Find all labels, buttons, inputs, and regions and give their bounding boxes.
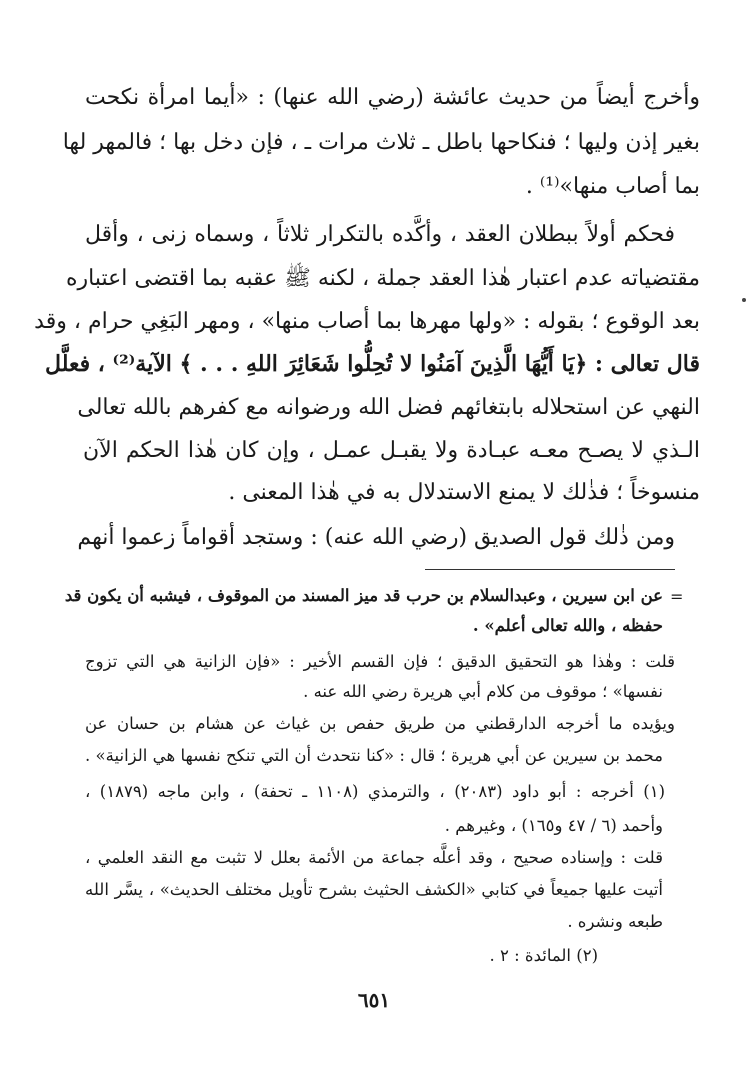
footnote-line-7: (١) أخرجه : أبو داود (٢٠٨٣) ، والترمذي (١١٠٨ ـ تحفة) ، وابن ماجه (١٨٧٩) ، bbox=[85, 782, 666, 801]
footnote-line-11: طبعه ونشره . bbox=[567, 912, 663, 931]
body-line-1: وأخرج أيضاً من حديث عائشة (رضي الله عنها) : «أيما امرأة نكحت bbox=[85, 85, 700, 110]
footnote-line-5: ويؤيده ما أخرجه الدارقطني من طريق حفص بن غياث عن هشام بن حسان عن bbox=[85, 714, 675, 733]
footnote-line-1: عن ابن سيرين ، وعبدالسلام بن حرب قد ميز المسند من الموقوف ، فيشبه أن يكون قد bbox=[64, 586, 663, 605]
footnote-separator bbox=[425, 569, 675, 570]
footnote-line-9: قلت : وإسناده صحيح ، وقد أعلَّه جماعة من الأئمة بعلل لا تثبت مع النقد العلمي ، bbox=[85, 848, 663, 867]
body-line-11: ومن ذٰلك قول الصديق (رضي الله عنه) : وستجد أقواماً زعموا أنهم bbox=[77, 525, 675, 550]
footnote-line-2: حفظه ، والله تعالى أعلم» . bbox=[472, 616, 663, 635]
footnote-line-8: وأحمد (٦ / ٤٧ و١٦٥) ، وغيرهم . bbox=[444, 816, 663, 835]
footnote-continuation-marker: = bbox=[670, 587, 684, 606]
scan-speck bbox=[742, 298, 746, 302]
footnote-line-10: أتيت عليها جميعاً في كتابي «الكشف الحثيث بشرح تأويل مختلف الحديث» ، يسَّر الله bbox=[85, 880, 663, 899]
footnote-line-4: نفسها» ؛ موقوف من كلام أبي هريرة رضي الله عنه . bbox=[303, 682, 663, 701]
footnote-line-12: (٢) المائدة : ٢ . bbox=[489, 946, 598, 965]
footnote-line-3: قلت : وهٰذا هو التحقيق الدقيق ؛ فإن القسم الأخير : «فإن الزانية هي التي تزوج bbox=[85, 652, 675, 671]
body-line-3: بما أصاب منها»⁽¹⁾ . bbox=[525, 174, 700, 199]
body-line-7: قال تعالى : ﴿يَا أَيُّهَا الَّذِينَ آمَنُوا لا تُحِلُّوا شَعَائِرَ اللهِ . . . ﴾ الآية⁽²⁾ ، فعلَّل bbox=[45, 351, 700, 377]
body-line-4: فحكم أولاً ببطلان العقد ، وأكَّده بالتكرار ثلاثاً ، وسماه زنى ، وأقل bbox=[85, 222, 675, 247]
body-line-5: مقتضياته عدم اعتبار هٰذا العقد جملة ، لكنه ﷺ عقبه بما اقتضى اعتباره bbox=[66, 266, 700, 291]
body-line-9: الـذي لا يصـح معـه عبـادة ولا يقبـل عمـل ، وإن كان هٰذا الحكم الآن bbox=[83, 438, 700, 463]
body-line-6: بعد الوقوع ؛ بقوله : «ولها مهرها بما أصاب منها» ، ومهر البَغِي حرام ، وقد bbox=[34, 309, 700, 334]
page-number: ٦٥١ bbox=[357, 988, 391, 1012]
body-line-8: النهي عن استحلاله بابتغائهم فضل الله ورضوانه مع كفرهم بالله تعالى bbox=[77, 395, 700, 420]
body-line-10: منسوخاً ؛ فذٰلك لا يمنع الاستدلال به في هٰذا المعنى . bbox=[228, 480, 700, 505]
footnote-line-6: محمد بن سيرين عن أبي هريرة ؛ قال : «كنا نتحدث أن التي تنكح نفسها هي الزانية» . bbox=[85, 746, 663, 765]
body-line-2: بغير إذن وليها ؛ فنكاحها باطل ـ ثلاث مرات ـ ، فإن دخل بها ؛ فالمهر لها bbox=[62, 130, 700, 155]
